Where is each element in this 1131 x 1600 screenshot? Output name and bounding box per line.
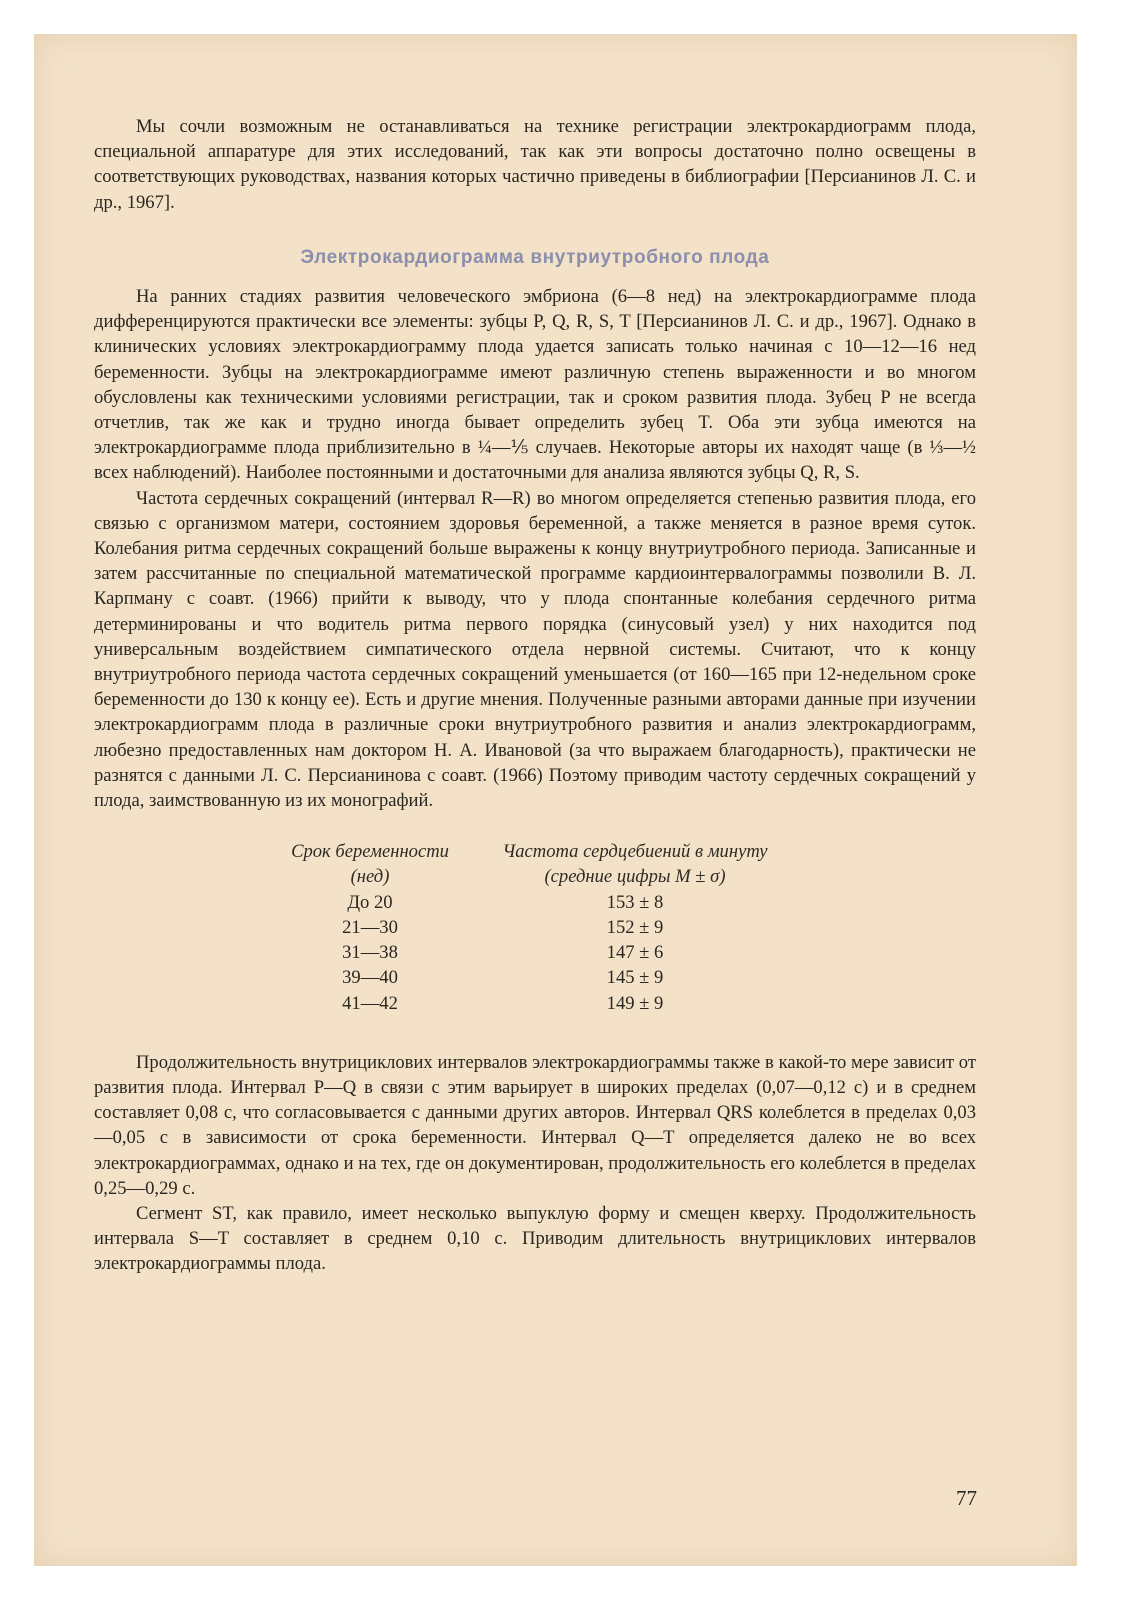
rate-cell: 145 ± 9: [606, 967, 664, 989]
page-number: 77: [956, 1486, 977, 1510]
paragraph-1: На ранних стадиях развития человеческого эмбриона (6—8 нед) на электрокардиограмме плода дифференцируются практически все элементы: зубцы P, Q, R, S, T [Персианинов Л. С. и др., 1967]. Однако в клинических условиях электрокардиограмму плода удается записать только начиная с 10—12—16 нед беременности. Зубцы на электрокардиограмме имеют различную степень выраженности и во многом обусловлены как техническими условиями регистрации, так и сроком развития плода. Зубец P не всегда отчетлив, так же как и трудно иногда бывает определить зубец T. Оба эти зубца имеются на электрокардиограмме плода приблизительно в ¼—⅕ случаев. Некоторые авторы их находят чаще (в ⅓—½ всех наблюдений). Наиболее постоянными и достаточными для анализа являются зубцы Q, R, S.: [94, 286, 976, 484]
rate-cell: 152 ± 9: [606, 916, 664, 938]
section-heading: Электрокардиограмма внутриутробного плода: [300, 246, 770, 268]
paragraph-3: Продолжительность внутрициклових интервалов электрокардиограммы также в какой-то мере зависит от развития плода. Интервал P—Q в связи с этим варьирует в широких пределах (0,07—0,12 с) и в среднем составляет 0,08 с, что согласовывается с данными других авторов. Интервал QRS колеблется в пределах 0,03—0,05 с в зависимости от срока беременности. Интервал Q—T определяется далеко не во всех электрокардиограммах, однако и на тех, где он документирован, продолжительность его колеблется в пределах 0,25—0,29 с.: [94, 1051, 976, 1199]
rate-cell: 153 ± 8: [606, 891, 664, 913]
term-cell: 31—38: [342, 942, 398, 964]
term-cell: 39—40: [342, 967, 398, 989]
heart-rate-table: [94, 839, 976, 1015]
term-column: [275, 839, 465, 1015]
rate-cell: 147 ± 6: [606, 942, 664, 964]
term-cell: 21—30: [342, 916, 398, 938]
book-page: [34, 34, 1077, 1566]
term-header-line2: (нед): [350, 866, 390, 888]
rate-column: [475, 839, 795, 1015]
term-header-line1: Срок беременности: [291, 841, 449, 863]
page-content: [94, 114, 976, 1277]
rate-cell: 149 ± 9: [606, 992, 664, 1014]
term-cell: 41—42: [342, 992, 398, 1014]
rate-header-line1: Частота сердцебиений в минуту: [502, 841, 768, 863]
rate-header-line2: (средние цифры M ± σ): [544, 866, 726, 888]
term-cell: До 20: [347, 891, 393, 913]
paragraph-2: Частота сердечных сокращений (интервал R—R) во многом определяется степенью развития плода, его связью с организмом матери, состоянием здоровья беременной, а также меняется в разное время суток. Колебания ритма сердечных сокращений больше выражены к концу внутриутробного периода. Записанные и затем рассчитанные по специальной математической программе кардиоинтервалограммы позволили В. Л. Карпману с соавт. (1966) прийти к выводу, что у плода спонтанные колебания сердечного ритма детерминированы и что водитель ритма первого порядка (синусовый узел) у них находится под универсальным воздействием симпатического отдела нервной системы. Считают, что к концу внутриутробного периода частота сердечных сокращений уменьшается (от 160—165 при 12-недельном сроке беременности до 130 к концу ее). Есть и другие мнения. Полученные разными авторами данные при изучении электрокардиограмм плода в различные сроки внутриутробного развития и анализ электрокардиограмм, любезно предоставленных нам доктором Н. А. Ивановой (за что выражаем благодарность), практически не разнятся с данными Л. С. Персианинова с соавт. (1966) Поэтому приводим частоту сердечных сокращений у плода, заимствованную из их монографий.: [94, 487, 976, 812]
paragraph-4: Сегмент ST, как правило, имеет несколько выпуклую форму и смещен кверху. Продолжительность интервала S—T составляет в среднем 0,10 с. Приводим длительность внутрициклових интервалов электрокардиограммы плода.: [94, 1202, 976, 1275]
intro-paragraph: Мы сочли возможным не останавливаться на технике регистрации электрокардиограмм плода, специальной аппаратуре для этих исследований, так как эти вопросы достаточно полно освещены в соответствующих руководствах, названия которых частично приведены в библиографии [Персианинов Л. С. и др., 1967].: [94, 116, 976, 213]
